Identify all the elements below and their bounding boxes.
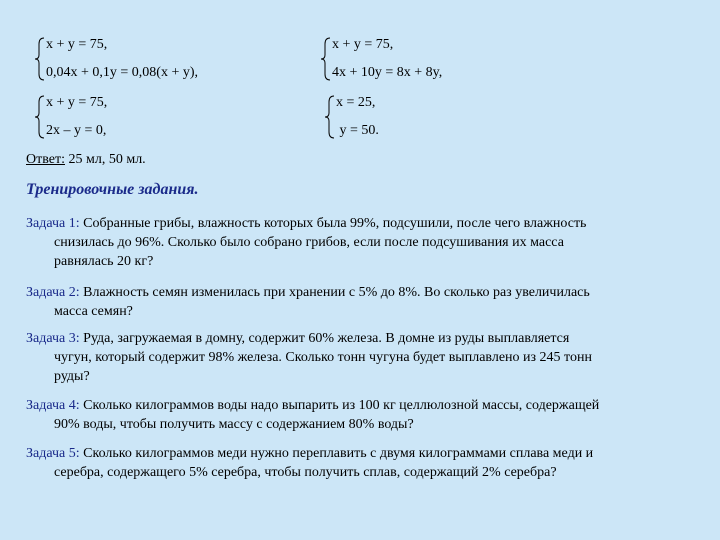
section-heading: Тренировочные задания. [26, 181, 199, 198]
task-line [26, 329, 692, 348]
task-3 [26, 329, 692, 386]
task-line [26, 214, 692, 233]
task-text: Влажность семян изменилась при хранении с 5% до 8%. Во сколько раз увеличилась [79, 285, 590, 300]
task-1 [26, 214, 692, 271]
equation-system-4 [324, 94, 524, 144]
task-line [26, 396, 692, 415]
brace-icon [320, 36, 332, 82]
task-4 [26, 396, 692, 434]
equation-line: x + y = 75, [46, 37, 108, 52]
equation-system-1 [34, 36, 294, 86]
equation-line: x = 25, [336, 95, 376, 110]
task-label: Задача 5: [26, 446, 80, 461]
task-line [26, 283, 692, 302]
task-label: Задача 1: [26, 216, 80, 231]
task-text: 90% воды, чтобы получить массу с содержанием 80% воды? [54, 417, 414, 432]
equation-system-2 [320, 36, 540, 86]
equation-system-3 [34, 94, 234, 144]
equation-line: x + y = 75, [46, 95, 108, 110]
answer [26, 152, 146, 168]
task-text: чугун, который содержит 98% железа. Сколько тонн чугуна будет выплавлено из 245 тонн [54, 350, 592, 365]
task-5 [26, 444, 692, 482]
task-text: руды? [54, 369, 90, 384]
task-text: серебра, содержащего 5% серебра, чтобы получить сплав, содержащий 2% серебра? [54, 465, 557, 480]
equation-line: 0,04x + 0,1y = 0,08(x + y), [46, 65, 199, 80]
task-text: Руда, загружаемая в домну, содержит 60% железа. В домне из руды выплавляется [79, 331, 570, 346]
task-line [26, 444, 692, 463]
answer-value: 25 мл, 50 мл. [64, 152, 146, 167]
task-text: Сколько килограммов воды надо выпарить из 100 кг целлюлозной массы, содержащей [79, 398, 600, 413]
task-text: масса семян? [54, 304, 133, 319]
task-text: Сколько килограммов меди нужно переплавить с двумя килограммами сплава меди и [79, 446, 594, 461]
task-text: равнялась 20 кг? [54, 254, 154, 269]
brace-icon [34, 36, 46, 82]
task-label: Задача 3: [26, 331, 80, 346]
task-text: снизилась до 96%. Сколько было собрано грибов, если после подсушивания их масса [54, 235, 564, 250]
answer-label: Ответ: [26, 152, 65, 167]
equation-line: x + y = 75, [332, 37, 394, 52]
brace-icon [34, 94, 46, 140]
task-text: Собранные грибы, влажность которых была 99%, подсушили, после чего влажность [79, 216, 587, 231]
equation-line: y = 50. [336, 123, 379, 138]
task-label: Задача 2: [26, 285, 80, 300]
brace-icon [324, 94, 336, 140]
equation-line: 4x + 10y = 8x + 8y, [332, 65, 443, 80]
equation-line: 2x – y = 0, [46, 123, 107, 138]
task-label: Задача 4: [26, 398, 80, 413]
task-2 [26, 283, 692, 321]
